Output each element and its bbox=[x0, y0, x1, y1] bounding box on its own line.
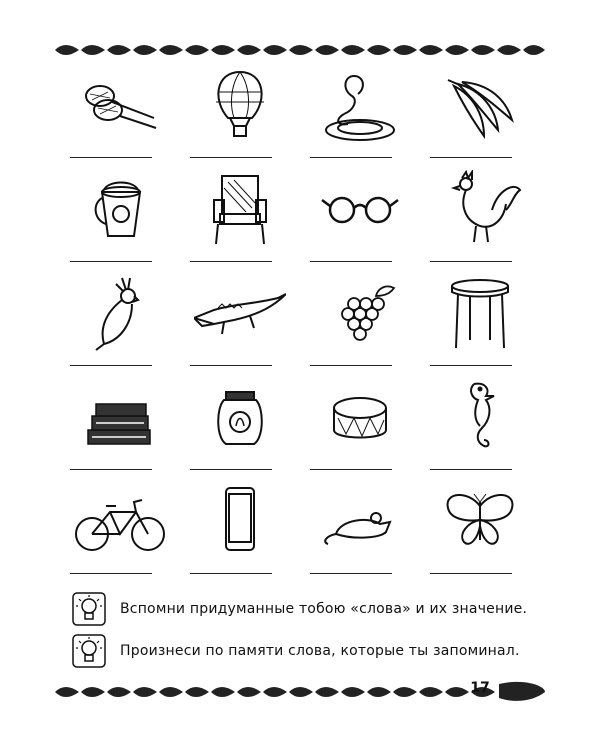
instruction-1 bbox=[72, 592, 542, 626]
drum-icon bbox=[314, 378, 406, 458]
picture-cell bbox=[300, 478, 420, 582]
bicycle-icon bbox=[74, 482, 166, 562]
answer-line[interactable] bbox=[70, 157, 152, 158]
picture-cell bbox=[420, 62, 540, 166]
answer-line[interactable] bbox=[310, 469, 392, 470]
lightbulb-icon bbox=[72, 634, 106, 668]
answer-line[interactable] bbox=[430, 365, 512, 366]
armchair-icon bbox=[194, 170, 286, 250]
answer-line[interactable] bbox=[70, 365, 152, 366]
answer-line[interactable] bbox=[430, 261, 512, 262]
instruction-text: Произнеси по памяти слова, которые ты запоминал. bbox=[120, 643, 520, 659]
grapes-icon bbox=[314, 274, 406, 354]
picture-grid bbox=[60, 62, 540, 582]
picture-cell bbox=[300, 166, 420, 270]
answer-line[interactable] bbox=[310, 365, 392, 366]
rooster-icon bbox=[434, 170, 526, 250]
page-number: 17 bbox=[470, 680, 490, 696]
top-ornament-border bbox=[55, 38, 545, 62]
cockatoo-icon bbox=[74, 274, 166, 354]
hot-air-balloon-icon bbox=[194, 66, 286, 146]
picture-cell bbox=[300, 374, 420, 478]
answer-line[interactable] bbox=[70, 573, 152, 574]
seahorse-icon bbox=[434, 378, 526, 458]
answer-line[interactable] bbox=[70, 261, 152, 262]
answer-line[interactable] bbox=[310, 261, 392, 262]
picture-cell bbox=[180, 478, 300, 582]
book-stack-icon bbox=[74, 378, 166, 458]
answer-line[interactable] bbox=[430, 573, 512, 574]
answer-line[interactable] bbox=[190, 261, 272, 262]
picture-cell bbox=[180, 270, 300, 374]
sand-bucket-icon bbox=[74, 170, 166, 250]
answer-line[interactable] bbox=[310, 573, 392, 574]
butterfly-icon bbox=[434, 482, 526, 562]
answer-line[interactable] bbox=[70, 469, 152, 470]
jar-icon bbox=[194, 378, 286, 458]
eyeglasses-icon bbox=[314, 170, 406, 250]
picture-cell bbox=[420, 374, 540, 478]
stool-icon bbox=[434, 274, 526, 354]
answer-line[interactable] bbox=[430, 157, 512, 158]
picture-cell bbox=[300, 270, 420, 374]
picture-cell bbox=[60, 166, 180, 270]
picture-cell bbox=[300, 62, 420, 166]
cobra-snake-icon bbox=[314, 66, 406, 146]
answer-line[interactable] bbox=[190, 157, 272, 158]
answer-line[interactable] bbox=[190, 469, 272, 470]
picture-cell bbox=[180, 166, 300, 270]
instruction-text: Вспомни придуманные тобою «слова» и их значение. bbox=[120, 601, 528, 617]
picture-cell bbox=[420, 166, 540, 270]
picture-cell bbox=[180, 62, 300, 166]
answer-line[interactable] bbox=[310, 157, 392, 158]
picture-cell bbox=[180, 374, 300, 478]
badminton-rackets-icon bbox=[74, 66, 166, 146]
picture-cell bbox=[60, 478, 180, 582]
bananas-icon bbox=[434, 66, 526, 146]
picture-cell bbox=[420, 270, 540, 374]
picture-cell bbox=[60, 62, 180, 166]
answer-line[interactable] bbox=[190, 573, 272, 574]
mouse-icon bbox=[314, 482, 406, 562]
answer-line[interactable] bbox=[190, 365, 272, 366]
crocodile-icon bbox=[194, 274, 286, 354]
instruction-2 bbox=[72, 634, 542, 668]
smartphone-icon bbox=[194, 482, 286, 562]
picture-cell bbox=[60, 374, 180, 478]
lightbulb-icon bbox=[72, 592, 106, 626]
picture-cell bbox=[420, 478, 540, 582]
answer-line[interactable] bbox=[430, 469, 512, 470]
picture-cell bbox=[60, 270, 180, 374]
